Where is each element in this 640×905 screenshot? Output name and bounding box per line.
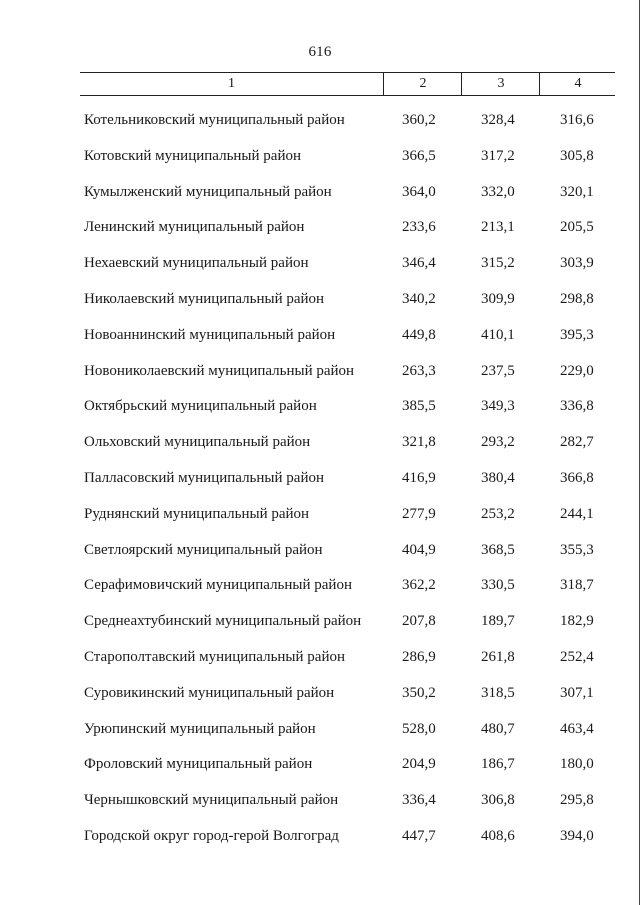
value-col2-cell: 346,4 (402, 255, 436, 272)
value-col3-cell: 317,2 (481, 147, 515, 164)
table-row (0, 392, 640, 428)
value-col4-cell: 303,9 (560, 255, 594, 272)
value-col4-cell: 244,1 (560, 505, 594, 522)
region-name-cell: Николаевский муниципальный район (84, 290, 325, 307)
value-col4-cell: 282,7 (560, 434, 594, 451)
value-col3-cell: 332,0 (481, 183, 515, 200)
table-row (0, 428, 640, 464)
table-row (0, 786, 640, 822)
value-col4-cell: 305,8 (560, 147, 594, 164)
table-row (0, 715, 640, 751)
region-name-cell: Котельниковский муниципальный район (84, 112, 345, 128)
value-col2-cell: 364,0 (402, 183, 436, 200)
column-header-1: 1 (228, 76, 235, 91)
value-col4-cell: 229,0 (560, 362, 594, 379)
value-col4-cell: 316,6 (560, 112, 594, 128)
value-col3-cell: 410,1 (481, 326, 515, 343)
value-col3-cell: 237,5 (481, 362, 515, 379)
table-row (0, 643, 640, 679)
table-row (0, 285, 640, 321)
value-col4-cell: 463,4 (560, 720, 594, 737)
value-col3-cell: 328,4 (481, 112, 515, 128)
value-col4-cell: 252,4 (560, 648, 594, 665)
value-col2-cell: 207,8 (402, 613, 436, 630)
value-col2-cell: 360,2 (402, 112, 436, 128)
table-row (0, 571, 640, 607)
value-col3-cell: 315,2 (481, 255, 515, 272)
value-col4-cell: 318,7 (560, 577, 594, 594)
value-col3-cell: 253,2 (481, 505, 515, 522)
region-name-cell: Суровикинский муниципальный район (84, 684, 335, 701)
region-name-cell: Светлоярский муниципальный район (84, 541, 323, 558)
value-col2-cell: 321,8 (402, 434, 436, 451)
value-col3-cell: 213,1 (481, 219, 515, 236)
value-col4-cell: 320,1 (560, 183, 594, 200)
value-col3-cell: 306,8 (481, 792, 515, 809)
value-col2-cell: 362,2 (402, 577, 436, 594)
table-row (0, 679, 640, 715)
value-col3-cell: 318,5 (481, 684, 515, 701)
table-row (0, 213, 640, 249)
region-name-cell: Новоаннинский муниципальный район (84, 326, 336, 343)
region-name-cell: Руднянский муниципальный район (84, 505, 310, 522)
region-name-cell: Ольховский муниципальный район (84, 434, 311, 451)
value-col2-cell: 263,3 (402, 362, 436, 379)
value-col4-cell: 205,5 (560, 219, 594, 236)
table-row (0, 178, 640, 214)
value-col2-cell: 350,2 (402, 684, 436, 701)
table-row (0, 321, 640, 357)
table-row (0, 536, 640, 572)
column-header-4: 4 (539, 73, 616, 95)
value-col4-cell: 307,1 (560, 684, 594, 701)
table-row (0, 357, 640, 393)
value-col3-cell: 380,4 (481, 469, 515, 486)
table-row (0, 822, 640, 858)
region-name-cell: Котовский муниципальный район (84, 147, 302, 164)
value-col3-cell: 330,5 (481, 577, 515, 594)
value-col4-cell: 295,8 (560, 792, 594, 809)
value-col3-cell: 349,3 (481, 398, 515, 415)
value-col2-cell: 528,0 (402, 720, 436, 737)
table-row (0, 607, 640, 643)
value-col2-cell: 340,2 (402, 290, 436, 307)
region-name-cell: Новониколаевский муниципальный район (84, 362, 355, 379)
value-col3-cell: 408,6 (481, 827, 515, 844)
region-name-cell: Старополтавский муниципальный район (84, 648, 345, 665)
region-name-cell: Ленинский муниципальный район (84, 219, 305, 236)
region-name-cell: Урюпинский муниципальный район (84, 720, 316, 737)
region-name-cell: Фроловский муниципальный район (84, 756, 313, 773)
table-row (0, 142, 640, 178)
value-col2-cell: 447,7 (402, 827, 436, 844)
value-col4-cell: 180,0 (560, 756, 594, 773)
table-body (0, 106, 640, 858)
region-name-cell: Нехаевский муниципальный район (84, 255, 309, 272)
region-name-cell: Среднеахтубинский муниципальный район (84, 613, 362, 630)
value-col3-cell: 186,7 (481, 756, 515, 773)
value-col2-cell: 336,4 (402, 792, 436, 809)
value-col2-cell: 233,6 (402, 219, 436, 236)
table-header (80, 72, 615, 96)
table-row (0, 249, 640, 285)
column-header-2: 2 (383, 73, 462, 95)
table-row (0, 464, 640, 500)
value-col4-cell: 355,3 (560, 541, 594, 558)
value-col2-cell: 449,8 (402, 326, 436, 343)
value-col4-cell: 366,8 (560, 469, 594, 486)
value-col4-cell: 298,8 (560, 290, 594, 307)
value-col3-cell: 309,9 (481, 290, 515, 307)
value-col2-cell: 204,9 (402, 756, 436, 773)
value-col2-cell: 366,5 (402, 147, 436, 164)
table-row (0, 750, 640, 786)
column-header-3: 3 (461, 73, 540, 95)
value-col3-cell: 480,7 (481, 720, 515, 737)
value-col4-cell: 336,8 (560, 398, 594, 415)
region-name-cell: Чернышковский муниципальный район (84, 792, 339, 809)
value-col3-cell: 293,2 (481, 434, 515, 451)
value-col2-cell: 416,9 (402, 469, 436, 486)
value-col3-cell: 261,8 (481, 648, 515, 665)
value-col4-cell: 182,9 (560, 613, 594, 630)
value-col3-cell: 189,7 (481, 613, 515, 630)
region-name-cell: Палласовский муниципальный район (84, 469, 324, 486)
value-col4-cell: 394,0 (560, 827, 594, 844)
value-col2-cell: 277,9 (402, 505, 436, 522)
table-row (0, 106, 640, 142)
region-name-cell: Серафимовичский муниципальный район (84, 577, 352, 594)
value-col4-cell: 395,3 (560, 326, 594, 343)
value-col2-cell: 385,5 (402, 398, 436, 415)
region-name-cell: Октябрьский муниципальный район (84, 398, 317, 415)
value-col3-cell: 368,5 (481, 541, 515, 558)
value-col2-cell: 286,9 (402, 648, 436, 665)
region-name-cell: Городской округ город-герой Волгоград (84, 827, 339, 844)
region-name-cell: Кумылженский муниципальный район (84, 183, 332, 200)
page-number: 616 (308, 44, 332, 60)
table-row (0, 500, 640, 536)
value-col2-cell: 404,9 (402, 541, 436, 558)
